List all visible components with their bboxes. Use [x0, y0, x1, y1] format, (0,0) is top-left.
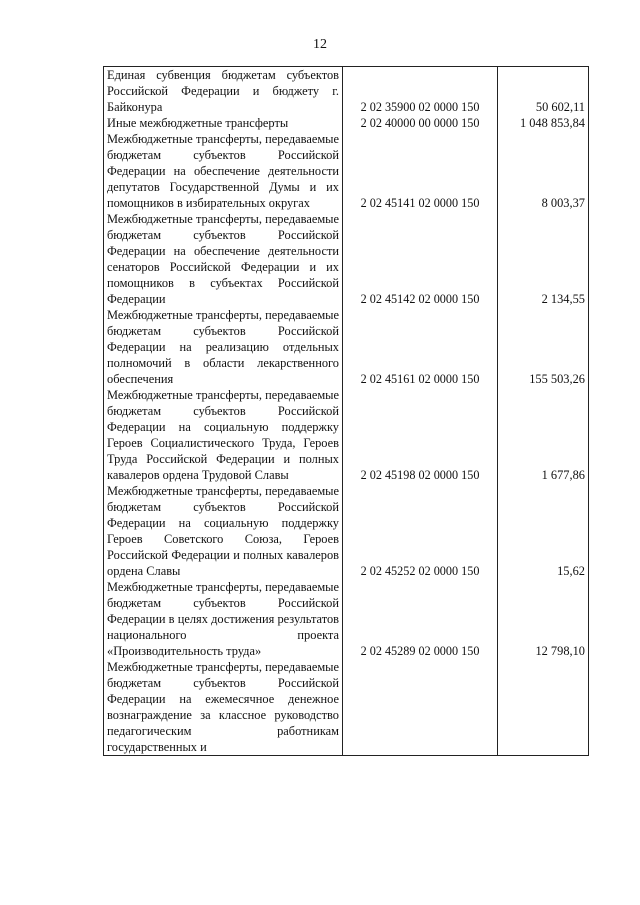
- row-name: Иные межбюджетные трансферты: [104, 115, 343, 131]
- row-code: 2 02 45252 02 0000 150: [343, 483, 498, 579]
- row-code: 2 02 45142 02 0000 150: [343, 211, 498, 307]
- row-name: Межбюджетные трансферты, передаваемые бюджетам субъектов Российской Федерации на социальную поддержку Героев Социалистического Труда, Героев Труда Российской Федерации и полных кавалеров ордена Трудовой Славы: [104, 387, 343, 483]
- row-code: 2 02 45161 02 0000 150: [343, 307, 498, 387]
- table-row: [104, 131, 589, 211]
- row-amount: 12 798,10: [498, 579, 589, 659]
- row-name: Единая субвенция бюджетам субъектов Российской Федерации и бюджету г. Байконура: [104, 67, 343, 116]
- row-code: 2 02 45289 02 0000 150: [343, 579, 498, 659]
- row-name: Межбюджетные трансферты, передаваемые бюджетам субъектов Российской Федерации на обеспечение деятельности сенаторов Российской Федерации и их помощников в субъектах Российской Федерации: [104, 211, 343, 307]
- budget-table: [103, 66, 589, 756]
- row-code: 2 02 45141 02 0000 150: [343, 131, 498, 211]
- row-name: Межбюджетные трансферты, передаваемые бюджетам субъектов Российской Федерации на ежемесячное денежное вознаграждение за классное руководство педагогическим работникам государственных и: [104, 659, 343, 756]
- row-code: 2 02 45198 02 0000 150: [343, 387, 498, 483]
- page-number: 12: [313, 37, 327, 52]
- table-row: [104, 67, 589, 116]
- row-code: 2 02 35900 02 0000 150: [343, 67, 498, 116]
- row-name: Межбюджетные трансферты, передаваемые бюджетам субъектов Российской Федерации на обеспечение деятельности депутатов Государственной Думы и их помощников в избирательных округах: [104, 131, 343, 211]
- row-code: [343, 659, 498, 756]
- table-row: [104, 483, 589, 579]
- row-name: Межбюджетные трансферты, передаваемые бюджетам субъектов Российской Федерации на реализацию отдельных полномочий в области лекарственного обеспечения: [104, 307, 343, 387]
- row-amount: 15,62: [498, 483, 589, 579]
- row-code: 2 02 40000 00 0000 150: [343, 115, 498, 131]
- table-row: [104, 579, 589, 659]
- row-amount: 8 003,37: [498, 131, 589, 211]
- table-row: [104, 659, 589, 756]
- row-amount: 50 602,11: [498, 67, 589, 116]
- row-amount: 2 134,55: [498, 211, 589, 307]
- row-amount: 1 048 853,84: [498, 115, 589, 131]
- table-row: [104, 387, 589, 483]
- row-name: Межбюджетные трансферты, передаваемые бюджетам субъектов Российской Федерации в целях достижения результатов национального проекта «Производительность труда»: [104, 579, 343, 659]
- row-amount: [498, 659, 589, 756]
- table-row: [104, 307, 589, 387]
- row-amount: 155 503,26: [498, 307, 589, 387]
- row-name: Межбюджетные трансферты, передаваемые бюджетам субъектов Российской Федерации на социальную поддержку Героев Советского Союза, Героев Российской Федерации и полных кавалеров ордена Славы: [104, 483, 343, 579]
- table-row: [104, 211, 589, 307]
- row-amount: 1 677,86: [498, 387, 589, 483]
- table-row: [104, 115, 589, 131]
